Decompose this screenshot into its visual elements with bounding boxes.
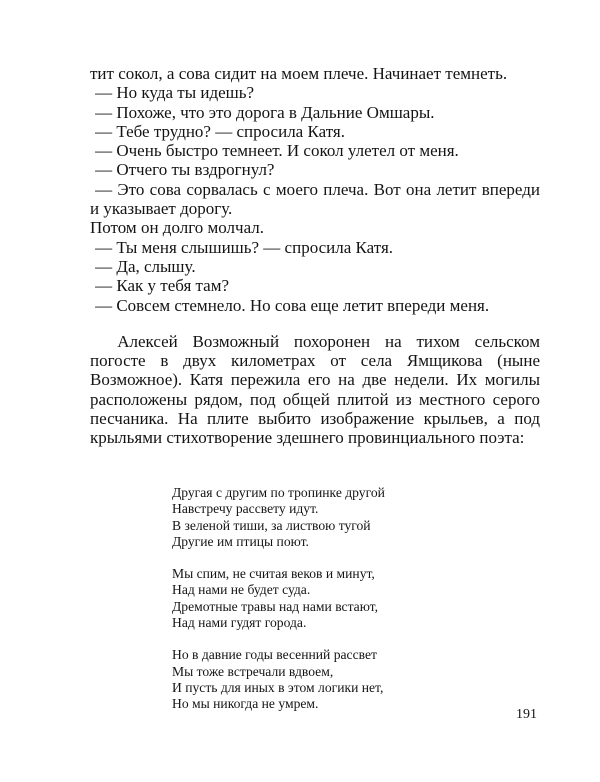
poem-line: Другие им птицы поют. — [172, 533, 309, 549]
poem-stanza — [172, 485, 472, 550]
poem-stanza — [172, 647, 472, 712]
dialogue-line: — Да, слышу. — [95, 256, 196, 276]
poem-stanza — [172, 566, 472, 631]
dialogue-line: — Но куда ты идешь? — [95, 83, 255, 103]
dialogue-line: — Отчего ты вздрогнул? — [95, 160, 275, 180]
dialogue-line: — Похоже, что это дорога в Дальние Омшары. — [95, 102, 435, 122]
poem-line: Дремотные травы над нами встают, — [172, 598, 379, 614]
dialogue-line: — Тебе трудно? — спросила Катя. — [95, 121, 345, 141]
epitaph-poem — [172, 485, 472, 729]
poem-line: Над нами не будет суда. — [172, 582, 311, 598]
prose-block — [90, 64, 540, 448]
dialogue-line: — Очень быстро темнеет. И сокол улетел от меня. — [95, 141, 459, 161]
dialogue-opening: тит сокол, а сова сидит на моем плече. Начинает темнеть. — [90, 64, 508, 83]
dialogue-line: — Совсем стемнело. Но сова еще летит впереди меня. — [95, 295, 490, 315]
dialogue-line: — Это сова сорвалась с моего плеча. Вот она летит впереди и указывает дорогу. — [90, 179, 540, 219]
poem-line: Мы спим, не считая веков и минут, — [172, 566, 375, 582]
paragraph-gap — [90, 315, 540, 332]
poem-line: Но в давние годы весенний рассвет — [172, 647, 377, 663]
poem-line: Но мы никогда не умрем. — [172, 696, 319, 712]
poem-line: Навстречу рассвету идут. — [172, 501, 319, 517]
dialogue-line: — Как у тебя там? — [95, 276, 230, 296]
poem-line: Мы тоже встречали вдвоем, — [172, 663, 334, 679]
poem-line: Другая с другим по тропинке другой — [172, 485, 385, 500]
narration-line: Потом он долго молчал. — [90, 218, 264, 238]
page-number: 191 — [516, 707, 537, 722]
poem-line: Над нами гудят города. — [172, 615, 307, 631]
poem-line: И пусть для иных в этом логики нет, — [172, 679, 384, 695]
burial-paragraph: Алексей Возможный похоронен на тихом сельском погосте в двух километрах от села Ямщикова (ныне Возможное). Катя пережила его на две недели. Их могилы расположены рядом, под общей плитой из местного серого песчаника. На плите выбито изображение крыльев, а под крыльями стихотворение здешнего провинциального поэта: — [90, 331, 540, 448]
poem-line: В зеленой тиши, за листвою тугой — [172, 517, 371, 533]
dialogue-line: — Ты меня слышишь? — спросила Катя. — [95, 237, 394, 257]
